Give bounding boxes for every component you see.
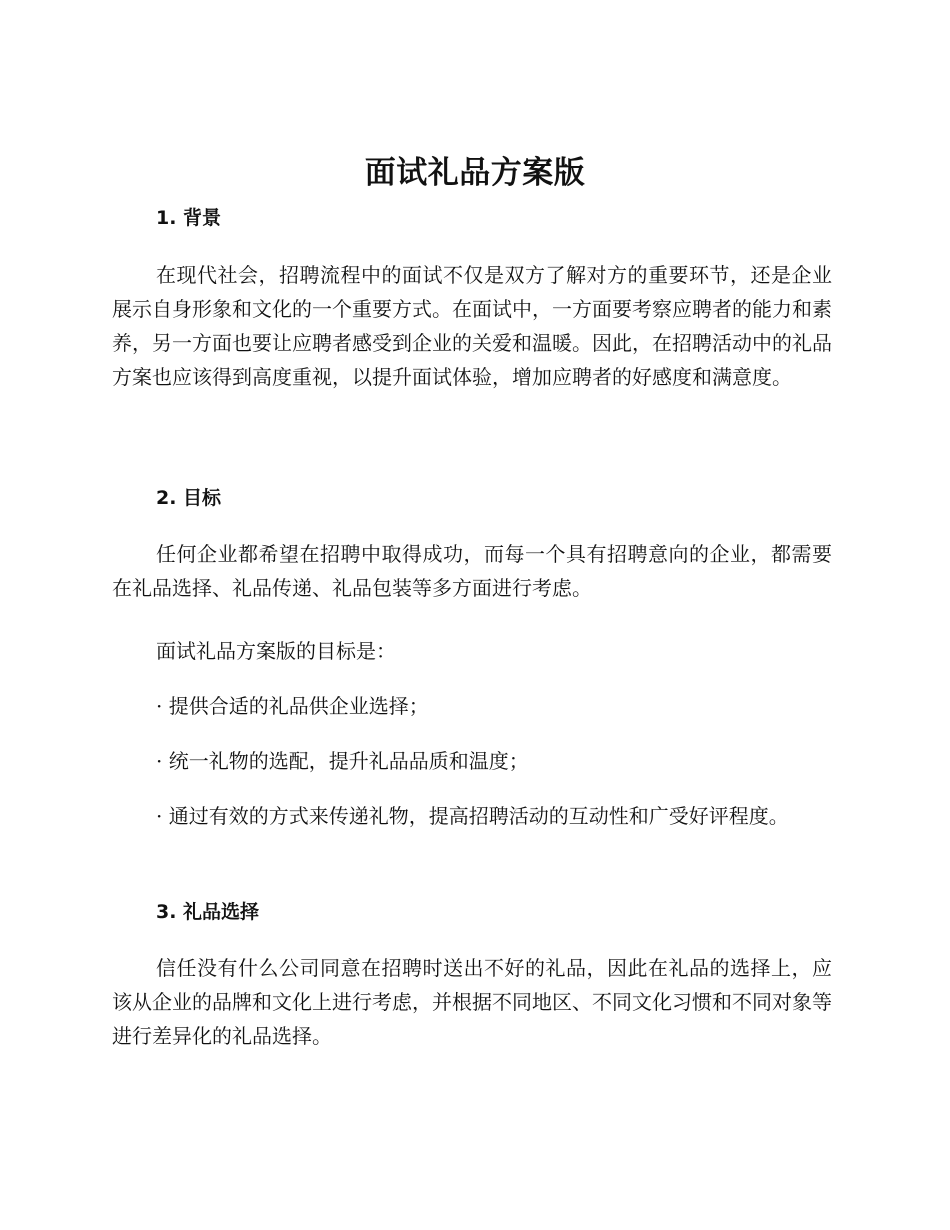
goals-intro-paragraph: 面试礼品方案版的目标是： <box>156 639 396 663</box>
section-heading-background: 1. 背景 <box>156 207 222 229</box>
background-paragraph: 在现代社会，招聘流程中的面试不仅是双方了解对方的重要环节，还是企业展示自身形象和文化的一个重要方式。在面试中，一方面要考察应聘者的能力和素养，另一方面也要让应聘者感受到企业的关爱和温暖。因此，在招聘活动中的礼品方案也应该得到高度重视，以提升面试体验，增加应聘者的好感度和满意度。 <box>112 263 832 389</box>
goal-bullet-item: · 提供合适的礼品供企业选择； <box>156 694 429 718</box>
goal-bullet-item: · 通过有效的方式来传递礼物，提高招聘活动的互动性和广受好评程度。 <box>156 804 789 828</box>
gift-selection-paragraph: 信任没有什么公司同意在招聘时送出不好的礼品，因此在礼品的选择上，应该从企业的品牌和文化上进行考虑，并根据不同地区、不同文化习惯和不同对象等进行差异化的礼品选择。 <box>112 956 832 1048</box>
document-title: 面试礼品方案版 <box>364 155 586 191</box>
goals-paragraph: 任何企业都希望在招聘中取得成功，而每一个具有招聘意向的企业，都需要在礼品选择、礼品传递、礼品包装等多方面进行考虑。 <box>112 542 832 600</box>
section-heading-goals: 2. 目标 <box>156 487 222 509</box>
section-heading-gift-selection: 3. 礼品选择 <box>156 901 260 923</box>
goal-bullet-item: · 统一礼物的选配，提升礼品品质和温度； <box>156 749 529 773</box>
